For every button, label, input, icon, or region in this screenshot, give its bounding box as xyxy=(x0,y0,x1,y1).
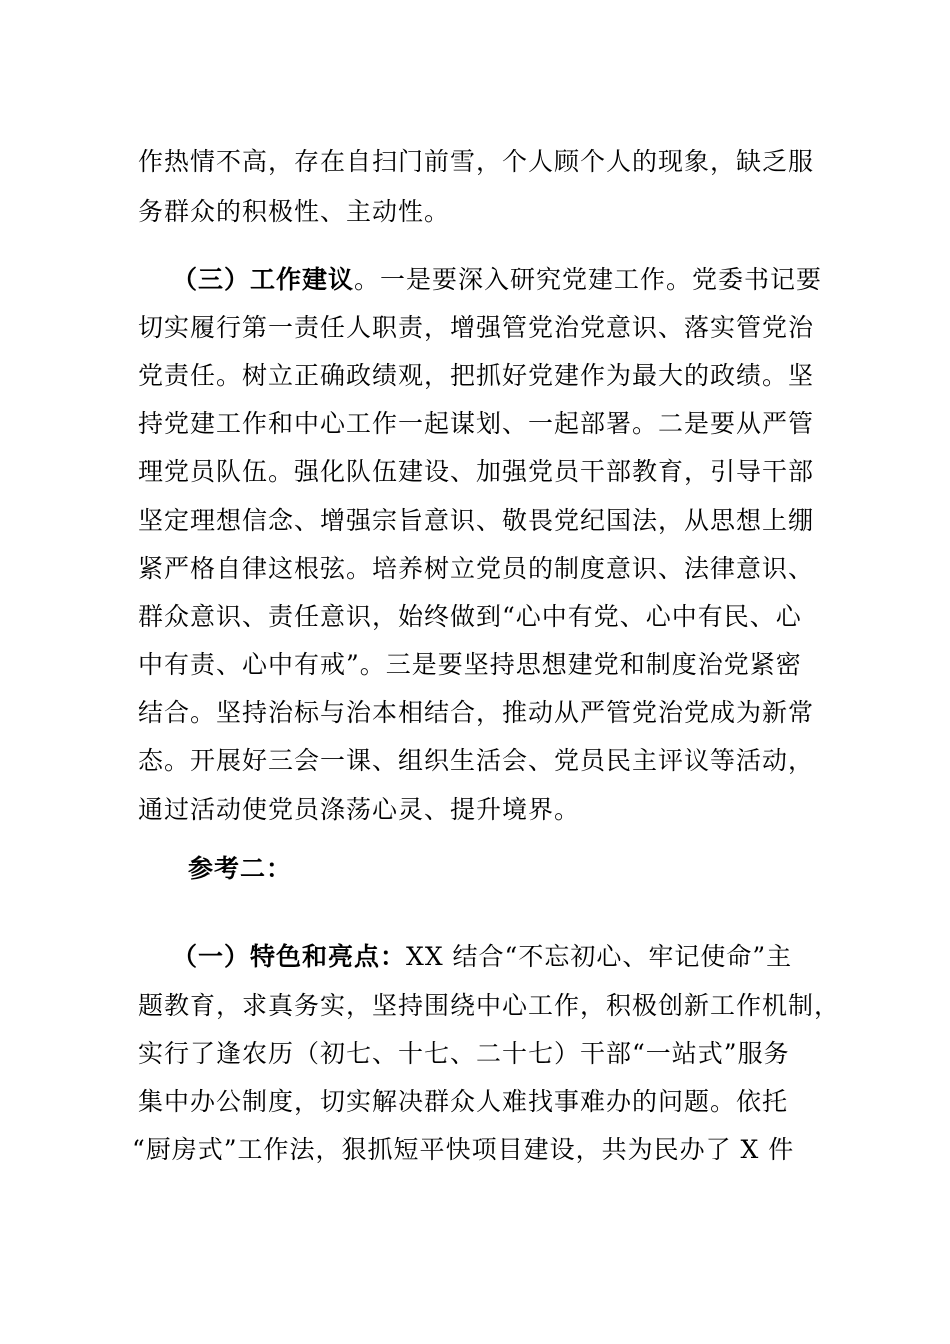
para2-line-11: 态。开展好三会一课、组织生活会、党员民主评议等活动， xyxy=(138,746,815,775)
para3-line-3: 实行了逢农历（初七、十七、二十七）干部“一站式”服务 xyxy=(138,1039,790,1068)
para2-line-2: 切实履行第一责任人职责，增强管党治党意识、落实管党治 xyxy=(138,313,815,342)
para2-line-1 xyxy=(172,264,823,296)
section-title: 参考二： xyxy=(188,854,293,883)
para2-line-8: 群众意识、责任意识，始终做到“心中有党、心中有民、心 xyxy=(138,602,802,631)
para2-line-4: 持党建工作和中心工作一起谋划、一起部署。二是要从严管 xyxy=(138,409,815,438)
para3-line-1-text: XX 结合“不忘初心、牢记使命”主 xyxy=(406,942,793,971)
para2-line-10: 结合。坚持治标与治本相结合，推动从严管党治党成为新常 xyxy=(138,698,815,727)
para2-line-12: 通过活动使党员涤荡心灵、提升境界。 xyxy=(138,795,581,824)
para3-line-4: 集中办公制度，切实解决群众人难找事难办的问题。依托 xyxy=(138,1087,789,1116)
para3-line-5: “厨房式”工作法，狠抓短平快项目建设，共为民办了 X 件 xyxy=(132,1135,795,1164)
para3-line-2: 题教育，求真务实，坚持围绕中心工作，积极创新工作机制， xyxy=(138,991,841,1020)
para2-line-3: 党责任。树立正确政绩观，把抓好党建作为最大的政绩。坚 xyxy=(138,361,815,390)
para2-line-7: 紧严格自律这根弦。培养树立党员的制度意识、法律意识、 xyxy=(138,554,815,583)
para1-line-1: 作热情不高，存在自扫门前雪，个人顾个人的现象，缺乏服 xyxy=(138,147,815,176)
para2-line-1-text: 。一是要深入研究党建工作。党委书记要 xyxy=(354,265,823,294)
para3-heading: （一）特色和亮点： xyxy=(172,942,407,971)
para2-line-5: 理党员队伍。强化队伍建设、加强党员干部教育，引导干部 xyxy=(138,457,815,486)
para2-line-6: 坚定理想信念、增强宗旨意识、敬畏党纪国法，从思想上绷 xyxy=(138,506,815,535)
para3-line-1 xyxy=(172,941,818,973)
para2-line-9: 中有责、心中有戒”。三是要坚持思想建党和制度治党紧密 xyxy=(138,650,802,679)
para2-heading: （三）工作建议 xyxy=(172,265,355,294)
para1-line-2: 务群众的积极性、主动性。 xyxy=(138,197,451,226)
